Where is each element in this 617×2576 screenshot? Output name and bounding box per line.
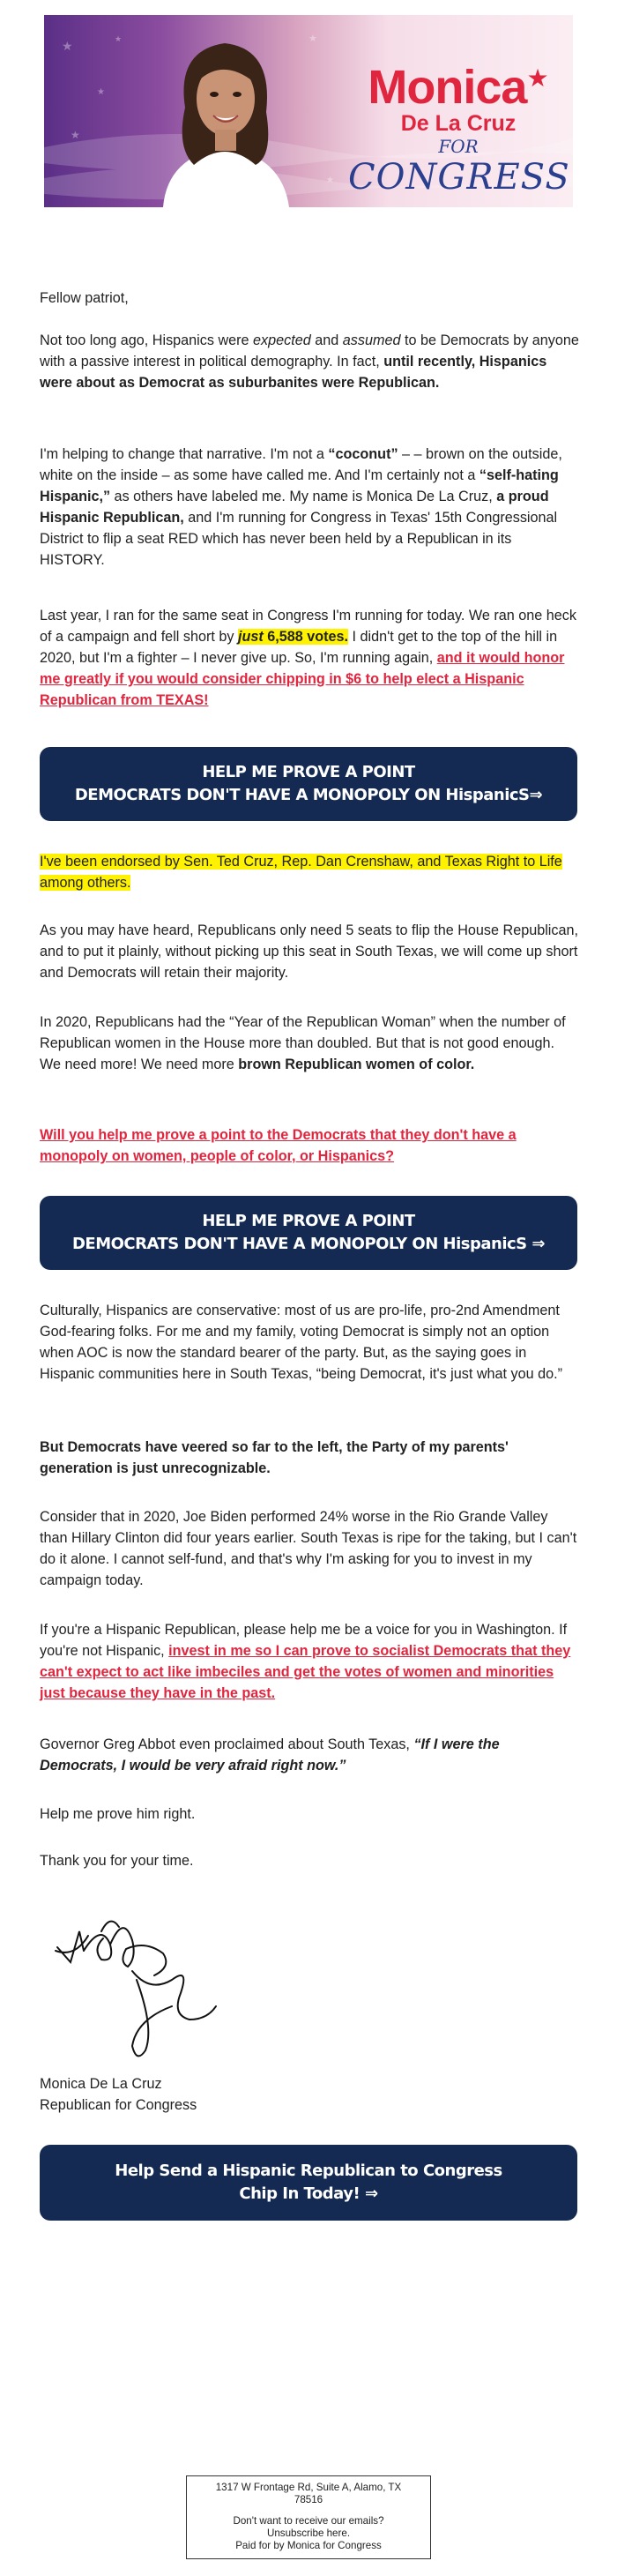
- signer-title: Republican for Congress: [40, 2097, 197, 2113]
- text-emphasis: expected: [253, 332, 311, 348]
- text: Last year, I ran for the same seat in Congress I'm running for today. We ran one heck of a campaign and fell short by: [40, 608, 576, 645]
- arrow-right-icon: ⇒: [365, 2184, 378, 2203]
- paragraph-4: As you may have heard, Republicans only need 5 seats to flip the House Republican, and to put it plainly, without picking up this seat in South Texas, we will come up short and Democrats will retain their majority.: [40, 922, 578, 981]
- footer-address: 1317 W Frontage Rd, Suite A, Alamo, TX 78516: [215, 2482, 402, 2505]
- paragraph-11: [40, 1734, 579, 1776]
- paragraph-5: [40, 1012, 579, 1075]
- button-line-1: HELP ME PROVE A POINT: [202, 763, 415, 781]
- signer-name: Monica De La Cruz: [40, 2076, 162, 2092]
- button-line-2: DEMOCRATS DON'T HAVE A MONOPOLY ON HispanicS: [71, 1235, 527, 1253]
- svg-text:★: ★: [308, 34, 317, 44]
- text-bold: a proud Hispanic Republican,: [40, 489, 549, 526]
- svg-text:★: ★: [97, 87, 105, 97]
- endorsement-highlight: I've been endorsed by Sen. Ted Cruz, Rep. Dan Crenshaw, and Texas Right to Life among others.: [40, 854, 562, 891]
- header-banner: [44, 15, 573, 207]
- paragraph-13: Thank you for your time.: [40, 1853, 194, 1869]
- text-bold: until recently, Hispanics were about as Democrat as suburbanites were Republican.: [40, 354, 547, 391]
- paragraph-12: Help me prove him right.: [40, 1806, 196, 1822]
- text: I'm helping to change that narrative. I'm not a: [40, 446, 329, 462]
- paragraph-7: Culturally, Hispanics are conservative: most of us are pro-life, pro-2nd Amendment God-fearing folks. For me and my family, voting Democrat is simply not an option when AOC is now the standard bearer of the party. But, as the saying goes in Hispanic communities here in South Texas, “being Democrat, it's just what you do.”: [40, 1303, 563, 1382]
- paragraph-6: [40, 1124, 579, 1167]
- logo-congress: CONGRESS: [348, 157, 570, 198]
- footer-question: Don't want to receive our emails?: [233, 2515, 384, 2527]
- button-line-2: DEMOCRATS DON'T HAVE A MONOPOLY ON HispanicS: [74, 786, 530, 804]
- text: Not too long ago, Hispanics were: [40, 332, 254, 348]
- text-emphasis: just: [237, 629, 264, 645]
- text-bold: “coconut”: [328, 446, 398, 462]
- text: 6,588 votes.: [263, 629, 349, 645]
- donate-link-6[interactable]: and it would honor me greatly if you would consider chipping in $6 to help elect a Hispanic Republican from TEXAS!: [40, 650, 565, 708]
- text: and: [310, 332, 343, 348]
- prove-point-button-1[interactable]: [40, 747, 577, 821]
- text-bold: brown Republican women of color.: [238, 1057, 475, 1072]
- svg-text:★: ★: [71, 129, 80, 141]
- candidate-photo: [150, 24, 300, 207]
- button-line-2: Chip In Today!: [239, 2184, 361, 2203]
- highlight-votes: [238, 629, 348, 645]
- text: I didn't get to the top of the hill in 2020, but I'm a fighter – I never give up. So, I'm running again,: [40, 629, 558, 666]
- text: to be Democrats by anyone with a passive interest in political demography. In fact,: [40, 332, 579, 370]
- svg-text:★: ★: [115, 34, 123, 43]
- text: If you're a Hispanic Republican, please help me be a voice for you in Washington. If you're not Hispanic,: [40, 1622, 568, 1659]
- signature-image: [48, 1896, 260, 2064]
- invest-link[interactable]: invest in me so I can prove to socialist Democrats that they can't expect to act like imbeciles and get the votes of women and minorities just because they have in the past.: [40, 1643, 571, 1701]
- footer-paid-for: Paid for by Monica for Congress: [235, 2540, 382, 2551]
- footer-box: [186, 2475, 431, 2559]
- button-line-1: Help Send a Hispanic Republican to Congress: [115, 2162, 502, 2180]
- paragraph-2: [40, 444, 579, 571]
- quote-abbott: “If I were the Democrats, I would be very afraid right now.”: [40, 1736, 500, 1773]
- text-bold: “self-hating Hispanic,”: [40, 467, 559, 504]
- arrow-right-icon: ⇒: [532, 1235, 546, 1253]
- svg-text:★: ★: [326, 175, 334, 185]
- logo-for: FOR: [438, 136, 479, 157]
- greeting: Fellow patriot,: [40, 290, 129, 306]
- text: Governor Greg Abbot even proclaimed about South Texas,: [40, 1736, 414, 1752]
- logo-last-name: De La Cruz: [400, 111, 517, 136]
- paragraph-1: [40, 330, 579, 393]
- unsubscribe-link[interactable]: Unsubscribe here.: [266, 2527, 351, 2539]
- prove-point-link[interactable]: Will you help me prove a point to the Democrats that they don't have a monopoly on women, people of color, or Hispanics?: [40, 1127, 517, 1164]
- text: In 2020, Republicans had the “Year of the Republican Woman” when the number of Republican women in the House more than doubled. But that is not good enough. We need more! We need more: [40, 1014, 566, 1072]
- paragraph-10: [40, 1619, 579, 1704]
- logo-first-name: Monica: [368, 61, 527, 114]
- prove-point-button-2[interactable]: [40, 1196, 577, 1270]
- paragraph-9: Consider that in 2020, Joe Biden performed 24% worse in the Rio Grande Valley than Hillary Clinton did four years earlier. South Texas is ripe for the taking, but I can't do it alone. I cannot self-fund, and that's why I'm asking for you to invest in my campaign today.: [40, 1509, 577, 1588]
- paragraph-8: But Democrats have veered so far to the left, the Party of my parents' generation is just unrecognizable.: [40, 1439, 509, 1476]
- paragraph-3: [40, 605, 579, 711]
- campaign-logo: [348, 63, 569, 198]
- arrow-right-icon: ⇒: [529, 786, 543, 804]
- button-line-1: HELP ME PROVE A POINT: [202, 1212, 415, 1230]
- text: and I'm running for Congress in Texas' 15th Congressional District to flip a seat RED which has never been held by a Republican in its HISTORY.: [40, 510, 558, 568]
- svg-text:★: ★: [62, 39, 73, 53]
- text-emphasis: assumed: [342, 332, 401, 348]
- text: – – brown on the outside, white on the inside – as some have called me. And I'm certainly not a: [40, 446, 562, 483]
- endorsement-text: [40, 851, 579, 893]
- star-icon: ★: [526, 64, 549, 92]
- chip-in-button[interactable]: [40, 2145, 577, 2221]
- text: as others have labeled me. My name is Monica De La Cruz,: [110, 489, 497, 504]
